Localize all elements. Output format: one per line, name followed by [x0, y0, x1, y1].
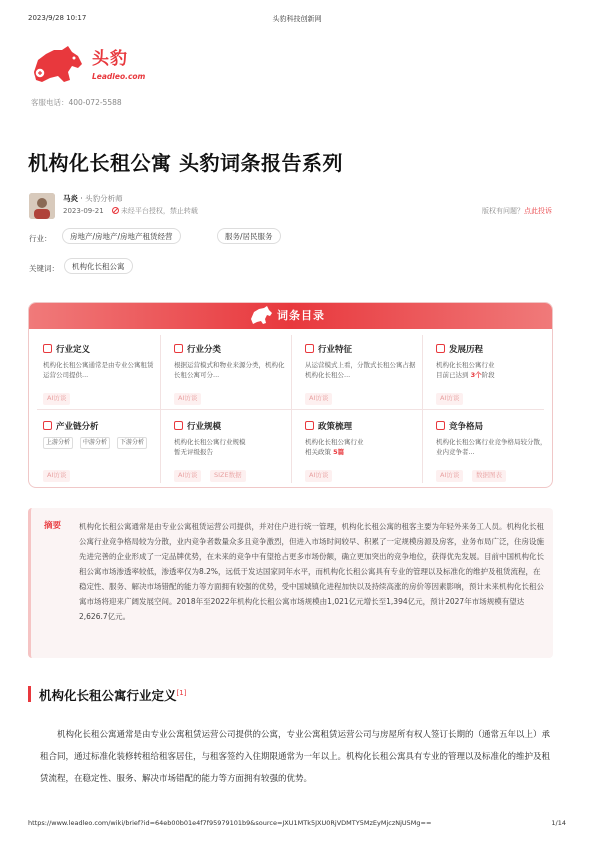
history-icon [436, 344, 445, 353]
rights-complaint [482, 206, 552, 216]
ai-interview-tag[interactable]: AI访谈 [305, 470, 332, 482]
chain-chip[interactable]: 下游分析 [117, 437, 147, 449]
prohibited-icon [112, 207, 119, 214]
features-icon [305, 344, 314, 353]
section-paragraph: 机构化长租公寓通常是由专业公寓租赁运营公司提供的公寓，专业公寓租赁运营公司与房屋所有权人签订长期的（通常五年以上）承租合同，通过标准化装修转租给租客居住，与租客签约入住期限通常为一年以上。机构化长租公寓具有专业的管理以及标准化的维护及租赁流程，在稳定性、服务、解决市场错配的能力等方面拥有较强的优势。 [40, 730, 551, 784]
chain-chip[interactable]: 上游分析 [43, 437, 73, 449]
industry-label: 行业： [29, 234, 52, 243]
contact-phone: 客服电话：400-072-5588 [31, 98, 122, 107]
toc-text: 机构化长租公寓通常是由专业公寓租赁运营公司提供... [43, 361, 154, 379]
print-site-title: 头豹科技创新网 [272, 15, 322, 23]
industry-tag[interactable]: 服务/居民服务 [217, 228, 281, 244]
print-footer [28, 819, 566, 827]
copyright-notice [112, 207, 198, 215]
ai-interview-tag[interactable]: AI访谈 [174, 470, 201, 482]
author-sep: · [78, 194, 86, 203]
section-accent-bar [28, 686, 31, 702]
reference-link[interactable]: [1] [176, 688, 187, 697]
footer-url: https://www.leadleo.com/wiki/brief?id=64eb00b01e4f7f95979101b9&source=JXU1MTk5JXU0RjVDMTY5MzEyMjczNjU5Mg== [28, 819, 432, 827]
toc-card [28, 302, 553, 488]
toc-text: 机构化长租公寓行业 相关政策 5篇 [305, 438, 364, 456]
toc-item-competition[interactable] [422, 410, 552, 488]
toc-heading: 发展历程 [436, 343, 483, 355]
toc-item-scale[interactable] [160, 410, 290, 488]
ai-interview-tag[interactable]: AI访谈 [43, 393, 70, 405]
toc-heading: 政策梳理 [305, 420, 352, 432]
publish-date: 2023-09-21 [63, 207, 104, 215]
toc-title: 词条目录 [277, 309, 325, 322]
toc-text: 机构化长租公寓行业 目前已达到 3个阶段 [436, 361, 495, 379]
definition-icon [43, 344, 52, 353]
toc-item-history[interactable] [422, 333, 552, 411]
leopard-mark-icon [249, 305, 273, 327]
industry-tag[interactable]: 房地产/房地产/房地产租赁经营 [62, 228, 181, 244]
toc-heading: 行业特征 [305, 343, 352, 355]
chart-data-tag[interactable]: 数据图表 [472, 470, 506, 482]
author-meta [63, 206, 198, 216]
rights-question: 版权有问题？ [482, 207, 524, 215]
toc-heading: 行业规模 [174, 420, 221, 432]
toc-item-industry-chain[interactable] [29, 410, 159, 488]
leadleo-logo[interactable] [28, 42, 158, 92]
complaint-link[interactable]: 点此投诉 [524, 207, 552, 215]
copyright-notice-text: 未经平台授权，禁止转载 [120, 207, 198, 215]
policy-icon [305, 421, 314, 430]
toc-text: 机构化长租公寓行业规模 暂无评级报告 [174, 438, 246, 456]
author-name[interactable]: 马炎 [63, 194, 78, 203]
print-datetime: 2023/9/28 10:17 [28, 14, 87, 22]
ai-interview-tag[interactable]: AI访谈 [174, 393, 201, 405]
ai-interview-tag[interactable]: AI访谈 [305, 393, 332, 405]
summary-box [28, 508, 553, 658]
chain-chip[interactable]: 中游分析 [80, 437, 110, 449]
toc-item-policy[interactable] [291, 410, 421, 488]
competition-icon [436, 421, 445, 430]
size-data-tag[interactable]: SIZE数据 [210, 470, 246, 482]
leopard-icon [28, 42, 86, 88]
logo-en-text: Leadleo.com [92, 72, 146, 81]
logo-cn-text: 头豹 [92, 49, 128, 69]
ai-interview-tag[interactable]: AI访谈 [43, 470, 70, 482]
toc-heading: 竞争格局 [436, 420, 483, 432]
section-title: 机构化长租公寓行业定义[1] [39, 688, 187, 703]
page-title: 机构化长租公寓 头豹词条报告系列 [28, 151, 343, 175]
toc-text: 机构化长租公寓行业竞争格局较分散，业内竞争者... [436, 438, 547, 456]
summary-text: 机构化长租公寓通常是由专业公寓租赁运营公司提供，并对住户进行统一管理，机构化长租公寓的租客主要为年轻外来务工人员。机构化长租公寓行业竞争格局较为分散，业内竞争者数量众多且竞争激烈，但进入市场时间较早、积累了一定规模房源及房客，业务布局广泛，住房设施先进完善的企业形成了一定品牌优势，在未来的竞争中有望抢占更多市场份额，确立更加突出的竞争地位，获得优先发展。目前中国机构化长租公寓市场渗透率较低，渗透率仅为8.2%，远低于发达国家同年水平，而机构化长租公寓具有专业的管理以及标准化的维护及租赁流程，在稳定性、服务、解决市场错配的能力等方面拥有较强的优势，受中国城镇化进程加快以及持续高涨的房价等因素影响，预计未来机构化长租公寓市场将迎来广阔发展空间。2018年至2022年机构化长租公寓市场规模由1,021亿元增长至1,394亿元，预计2027年市场规模有望达2,626.7亿元。 [79, 522, 544, 621]
toc-text: 根据运营模式和物业来源分类，机构化长租公寓可分... [174, 361, 285, 379]
chain-icon [43, 421, 52, 430]
author-line [63, 193, 123, 204]
keywords-label: 关键词： [29, 264, 59, 273]
author-role: 头豹分析师 [85, 194, 123, 203]
toc-heading: 行业定义 [43, 343, 90, 355]
toc-text: 从运营模式上看，分散式长租公寓占据机构化长租公... [305, 361, 416, 379]
toc-item-definition[interactable] [29, 333, 159, 411]
toc-header [29, 303, 552, 329]
classification-icon [174, 344, 183, 353]
toc-item-features[interactable] [291, 333, 421, 411]
toc-item-classification[interactable] [160, 333, 290, 411]
print-header [28, 14, 566, 26]
ai-interview-tag[interactable]: AI访谈 [436, 470, 463, 482]
ai-interview-tag[interactable]: AI访谈 [436, 393, 463, 405]
keyword-tag[interactable]: 机构化长租公寓 [64, 258, 133, 274]
avatar [29, 193, 55, 219]
scale-icon [174, 421, 183, 430]
toc-heading: 产业链分析 [43, 420, 99, 432]
toc-heading: 行业分类 [174, 343, 221, 355]
page-number: 1/14 [551, 819, 566, 827]
summary-label: 摘要 [44, 521, 62, 531]
